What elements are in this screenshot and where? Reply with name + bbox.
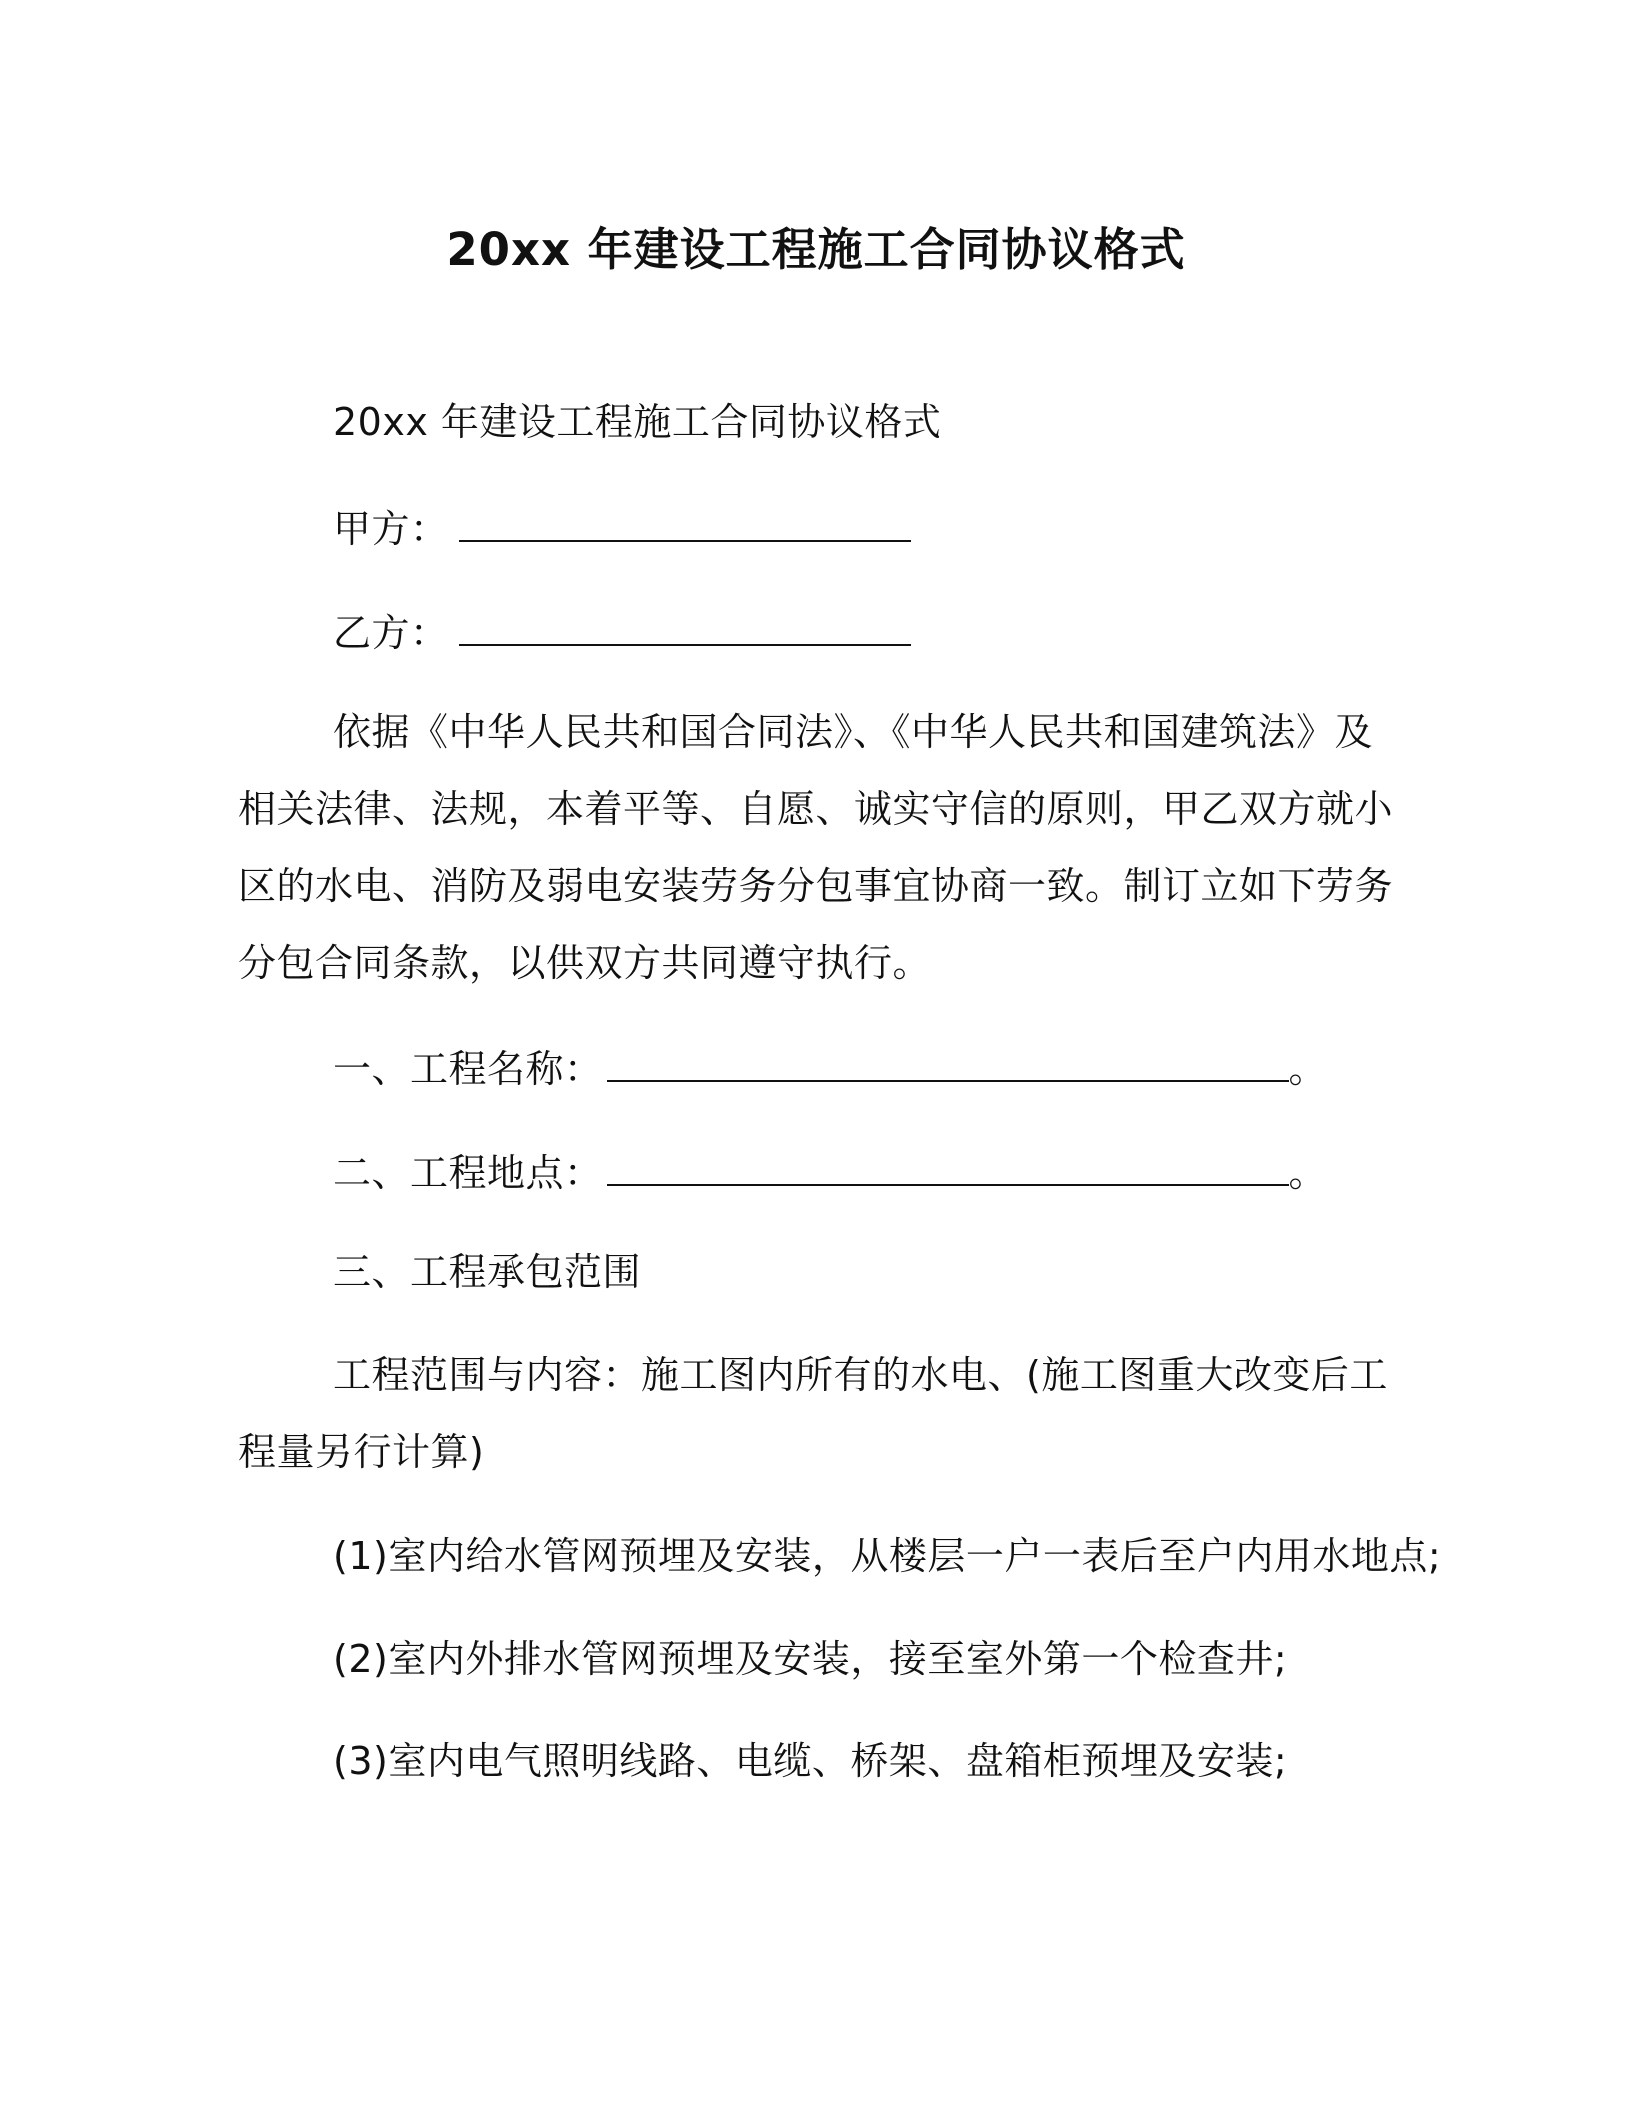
item-1-label: 一、工程名称： [333,1047,603,1091]
item-3-heading: 三、工程承包范围 [333,1250,642,1294]
party-b-blank [459,606,911,646]
item-2-line [333,1146,1327,1197]
party-b-label: 乙方： [333,611,449,655]
intro-line-2: 相关法律、法规，本着平等、自愿、诚实守信的原则，甲乙双方就小 [238,787,1394,831]
intro-line-1: 依据《中华人民共和国合同法》、《中华人民共和国建筑法》及 [333,710,1374,754]
intro-line-4: 分包合同条款，以供双方共同遵守执行。 [238,941,932,985]
item-2-blank [607,1146,1289,1186]
scope-line-1: 工程范围与内容：施工图内所有的水电、(施工图重大改变后工 [333,1353,1388,1397]
document-subtitle: 20xx 年建设工程施工合同协议格式 [333,400,942,444]
item-2-end: 。 [1288,1151,1328,1195]
party-a-blank [459,502,911,542]
scope-line-2: 程量另行计算) [238,1430,485,1474]
item-2-label: 二、工程地点： [333,1151,603,1195]
document-title: 20xx 年建设工程施工合同协议格式 [446,223,1186,276]
list-item-2: (2)室内外排水管网预埋及安装，接至室外第一个检查井; [333,1637,1288,1681]
party-a-line [333,502,911,553]
party-b-line [333,606,911,657]
intro-line-3: 区的水电、消防及弱电安装劳务分包事宜协商一致。制订立如下劳务 [238,864,1394,908]
list-item-1: (1)室内给水管网预埋及安装，从楼层一户一表后至户内用水地点; [333,1534,1442,1578]
item-1-end: 。 [1288,1047,1328,1091]
item-1-blank [607,1042,1289,1082]
list-item-3: (3)室内电气照明线路、电缆、桥架、盘箱柜预埋及安装; [333,1739,1288,1783]
item-1-line [333,1042,1327,1093]
party-a-label: 甲方： [333,507,449,551]
